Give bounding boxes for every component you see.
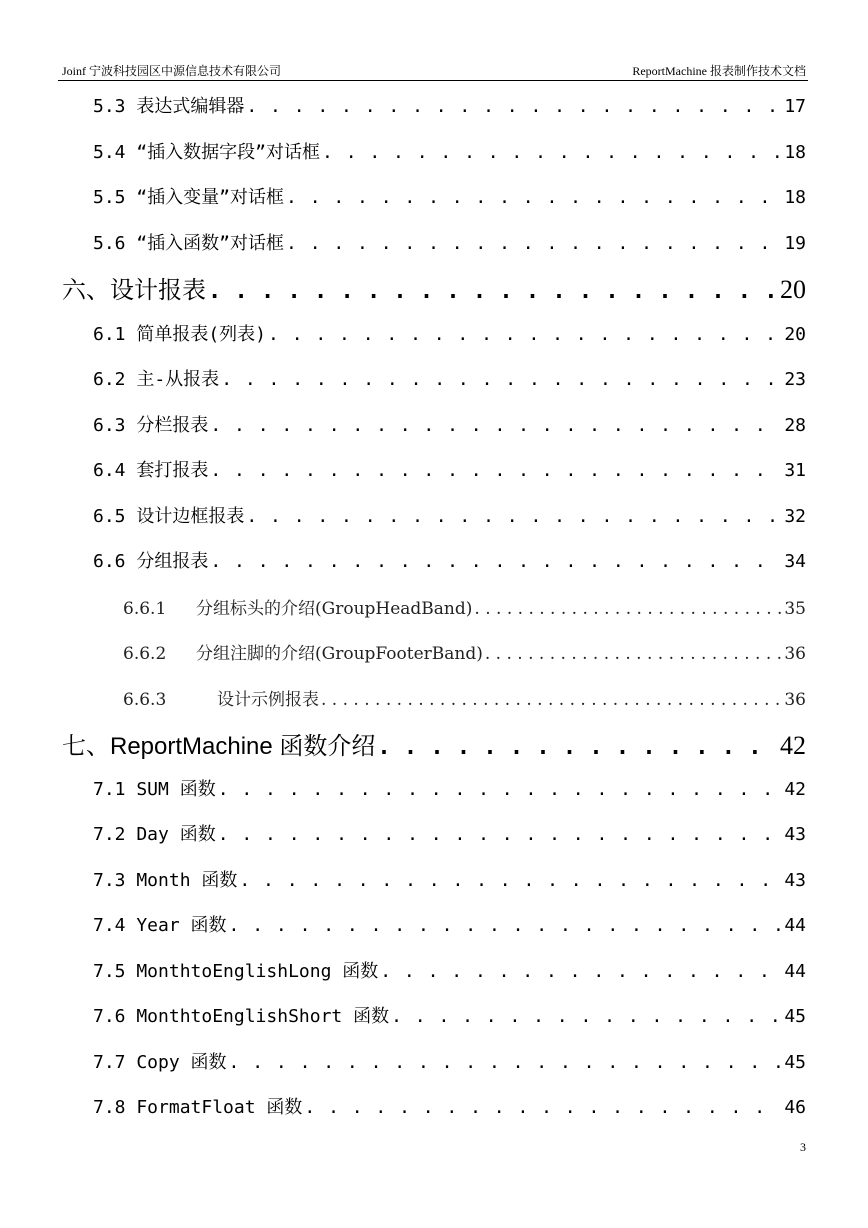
toc-leader [485,644,783,664]
toc-leader [391,1006,782,1027]
toc-title: 7.2 Day 函数 [93,824,216,845]
toc-page: 46 [784,1097,806,1118]
toc-entry-7-8[interactable] [93,1093,806,1117]
toc-title: 7.1 SUM 函数 [93,779,216,800]
toc-page: 17 [784,96,806,117]
toc-title: 6.5 设计边框报表 [93,506,245,527]
toc-number: 6.6.3 [123,690,167,710]
toc-number: 6.6.1 [123,599,167,619]
toc-page: 45 [784,1006,806,1027]
toc-entry-6-6-3[interactable] [123,685,806,709]
toc-entry-7-3[interactable] [93,866,806,890]
toc-title: 7.7 Copy 函数 [93,1052,227,1073]
toc-title: 六、设计报表 [62,276,206,304]
toc-leader [322,142,782,163]
toc-entry-6-6[interactable] [93,547,806,571]
toc-leader [321,690,782,710]
toc-chapter-7[interactable] [62,726,806,758]
header-company: Joinf 宁波科技园区中源信息技术有限公司 [62,64,282,78]
page-number: 3 [800,1140,806,1154]
toc-entry-5-3[interactable] [93,92,806,116]
toc-leader [377,735,778,760]
toc-page: 36 [784,690,806,710]
toc-page: 31 [784,460,806,481]
toc-title: 7.3 Month 函数 [93,870,238,891]
toc-page: 23 [784,369,806,390]
toc-title: 5.4 “插入数据字段”对话框 [93,142,321,163]
toc-title [123,685,319,710]
toc-leader [218,824,783,845]
toc-leader [229,1052,783,1073]
toc-entry-6-6-1[interactable] [123,594,806,618]
toc-entry-6-6-2[interactable] [123,639,806,663]
toc-page: 43 [784,824,806,845]
toc-leader [210,460,782,481]
toc-page: 32 [784,506,806,527]
toc-page: 44 [784,961,806,982]
toc-page: 18 [784,142,806,163]
toc-leader [304,1097,782,1118]
toc-page: 42 [780,731,806,760]
toc-leader [221,369,782,390]
toc-title: 5.3 表达式编辑器 [93,96,245,117]
toc-entry-6-4[interactable] [93,456,806,480]
toc-leader [286,187,782,208]
toc-title: 6.2 主-从报表 [93,369,220,390]
toc-title: 7.4 Year 函数 [93,915,227,936]
toc-title: 七、ReportMachine 函数介绍 [62,733,376,760]
toc-title-text: 分组标头的介绍(GroupHeadBand) [196,599,473,619]
toc-leader [246,506,782,527]
toc-entry-5-6[interactable] [93,229,806,253]
toc-entry-5-5[interactable] [93,183,806,207]
toc-number: 6.6.2 [123,644,167,664]
toc-entry-7-6[interactable] [93,1002,806,1026]
toc-leader [246,96,782,117]
toc-title: 6.3 分栏报表 [93,415,209,436]
toc-title [123,594,472,619]
toc-entry-7-5[interactable] [93,957,806,981]
toc-entry-7-4[interactable] [93,911,806,935]
toc-page: 43 [784,870,806,891]
toc-leader [474,599,782,619]
toc-title: 6.1 简单报表(列表) [93,324,267,345]
toc-entry-7-2[interactable] [93,820,806,844]
toc-leader [218,779,783,800]
toc-entry-6-5[interactable] [93,502,806,526]
toc-page: 19 [784,233,806,254]
toc-leader [208,279,778,304]
toc-entry-6-3[interactable] [93,411,806,435]
toc-title: 6.6 分组报表 [93,551,209,572]
toc-leader [380,961,782,982]
toc-page: 28 [784,415,806,436]
toc-entry-5-4[interactable] [93,138,806,162]
toc-page: 18 [784,187,806,208]
toc-chapter-6[interactable] [62,270,806,302]
toc-page: 20 [780,275,806,304]
toc-page: 45 [784,1052,806,1073]
toc-title-text: 设计示例报表 [217,690,319,710]
toc-leader [210,551,782,572]
toc-entry-7-7[interactable] [93,1048,806,1072]
toc-title-text: 分组注脚的介绍(GroupFooterBand) [196,644,483,664]
toc-leader [210,415,782,436]
toc-page: 34 [784,551,806,572]
toc-title: 5.6 “插入函数”对话框 [93,233,285,254]
toc-title: 5.5 “插入变量”对话框 [93,187,285,208]
toc-title: 7.6 MonthtoEnglishShort 函数 [93,1006,390,1027]
toc-entry-6-1[interactable] [93,320,806,344]
header-doc-title: ReportMachine 报表制作技术文档 [632,64,806,78]
toc-leader [268,324,782,345]
toc-title [123,639,483,664]
toc-page: 35 [784,599,806,619]
toc-leader [286,233,782,254]
toc-page: 42 [784,779,806,800]
toc-leader [229,915,783,936]
toc-title: 6.4 套打报表 [93,460,209,481]
toc-entry-6-2[interactable] [93,365,806,389]
toc-page: 44 [784,915,806,936]
toc-entry-7-1[interactable] [93,775,806,799]
toc-leader [239,870,782,891]
toc-title: 7.8 FormatFloat 函数 [93,1097,303,1118]
header-rule [58,80,808,81]
toc-page: 20 [784,324,806,345]
toc-page: 36 [784,644,806,664]
toc-title: 7.5 MonthtoEnglishLong 函数 [93,961,379,982]
